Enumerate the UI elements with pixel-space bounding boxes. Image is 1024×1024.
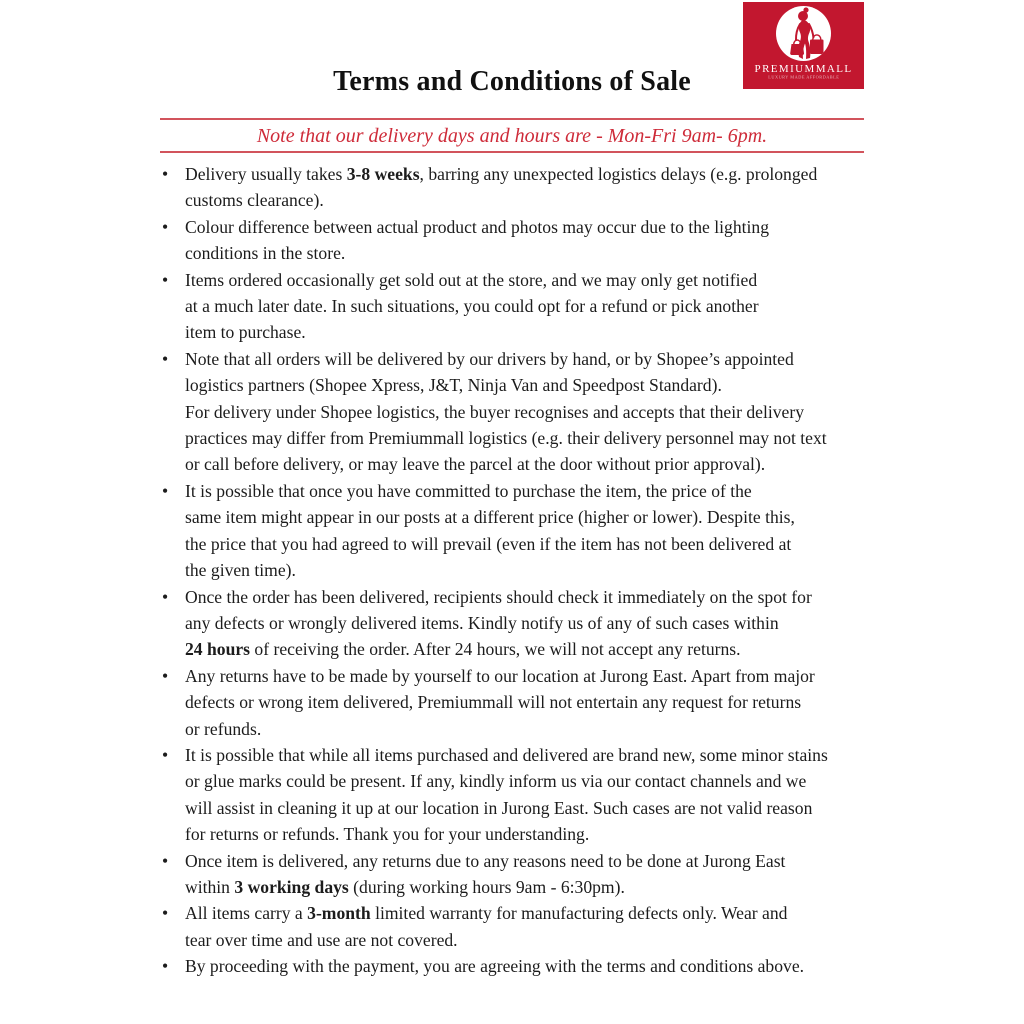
bullet-marker: • [162, 586, 169, 607]
page-title: Terms and Conditions of Sale [333, 66, 691, 97]
list-item-text: Once the order has been delivered, recipients should check it immediately on the spot for any defects or wrongly delivered items. Kindly notify us of any of such cases within 24 hours of receiving the order. After 24 hours, we will not accept any returns. [185, 586, 812, 660]
terms-list [160, 161, 872, 980]
list-item [160, 214, 872, 267]
list-item-text: Colour difference between actual product and photos may occur due to the lighting conditions in the store. [185, 216, 769, 264]
list-item [160, 900, 872, 953]
list-item [160, 478, 872, 584]
list-item-text: Items ordered occasionally get sold out at the store, and we may only get notified at a much later date. In such situations, you could opt for a refund or pick another item to purchase. [185, 269, 759, 343]
delivery-note-text: Note that our delivery days and hours are - Mon-Fri 9am- 6pm. [256, 125, 768, 147]
bullet-marker: • [162, 665, 169, 686]
logo-tagline: LUXURY MADE AFFORDABLE [767, 74, 840, 80]
bullet-marker: • [162, 850, 169, 871]
list-item-text: All items carry a 3-month limited warranty for manufacturing defects only. Wear and tear over time and use are not covered. [185, 903, 788, 950]
bullet-marker: • [162, 480, 169, 501]
delivery-note-band [160, 118, 864, 153]
list-item-text: Delivery usually takes 3-8 weeks, barring any unexpected logistics delays (e.g. prolonged customs clearance). [185, 164, 818, 211]
bottom-rule [160, 151, 864, 153]
bullet-marker: • [162, 744, 169, 765]
list-item-text: It is possible that once you have committed to purchase the item, the price of the same item might appear in our posts at a different price (higher or lower). Despite this, the price that you had agreed to will prevail (even if the item has not been delivered at the given time). [185, 480, 795, 581]
bullet-marker: • [162, 269, 169, 290]
list-item [160, 346, 872, 478]
list-item [160, 584, 872, 663]
bullet-marker: • [162, 164, 169, 184]
list-item-text: Note that all orders will be delivered by our drivers by hand, or by Shopee’s appointed logistics partners (Shopee Xpress, J&T, Ninja Van and Speedpost Standard). For delivery under Shopee logistics, the buyer recognises and accepts that their delivery practices may differ from Premiummall logistics (e.g. their delivery personnel may not text or call before delivery, or may leave the parcel at the door without prior approval). [185, 348, 827, 475]
list-item [160, 742, 872, 848]
list-item-text: By proceeding with the payment, you are agreeing with the terms and conditions above. [185, 956, 805, 977]
list-item [160, 267, 872, 346]
list-item [160, 663, 872, 742]
list-item [160, 848, 872, 901]
bullet-marker: • [162, 903, 169, 924]
list-item-text: Once item is delivered, any returns due to any reasons need to be done at Jurong East within 3 working days (during working hours 9am - 6:30pm). [185, 850, 786, 897]
list-item-text: It is possible that while all items purchased and delivered are brand new, some minor stains or glue marks could be present. If any, kindly inform us via our contact channels and we will assist in cleaning it up at our location in Jurong East. Such cases are not valid reason for returns or refunds. Thank you for your understanding. [185, 744, 828, 845]
bullet-marker: • [162, 348, 169, 369]
bullet-marker: • [162, 216, 169, 237]
bullet-marker: • [162, 956, 169, 977]
logo-circle [776, 6, 831, 61]
list-item [160, 953, 872, 979]
list-item [160, 161, 872, 214]
list-item-text: Any returns have to be made by yourself to our location at Jurong East. Apart from major defects or wrong item delivered, Premiummall will not entertain any request for returns or refunds. [185, 665, 815, 739]
logo-wordmark: PREMIUMMALL [754, 63, 853, 75]
shopper-silhouette-icon [776, 6, 831, 61]
